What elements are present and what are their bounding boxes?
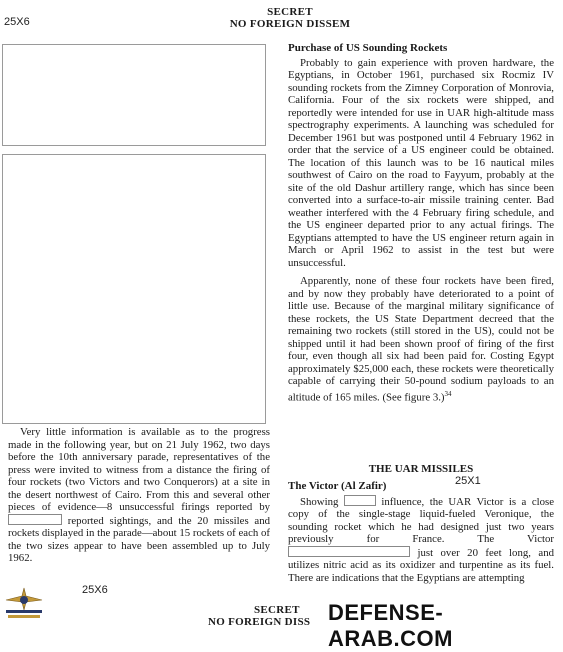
section-title: Purchase of US Sounding Rockets bbox=[288, 42, 448, 54]
classification-header bbox=[190, 6, 390, 30]
redacted-image-box-1 bbox=[2, 44, 266, 146]
bottom-code: 25X6 bbox=[82, 584, 108, 596]
left-paragraph bbox=[8, 426, 270, 565]
victor-section bbox=[288, 480, 554, 584]
classification-footer bbox=[208, 604, 328, 628]
forum-logo-icon bbox=[2, 586, 46, 622]
missiles-heading: THE UAR MISSILES bbox=[368, 463, 474, 475]
victor-paragraph-start: Showing bbox=[300, 495, 339, 508]
classification-line-2: NO FOREIGN DISSEM bbox=[229, 18, 351, 30]
victor-title: The Victor (Al Zafir) bbox=[288, 480, 387, 492]
paragraph-1: Probably to gain experience with proven hardware, the Egyptians, in October 1961, purchased six Rocmiz IV sounding rockets from the Zimney Corporation of Monrovia, California. Four of the six rockets were shipped, and reportedly were intended for use in UAR high-altitude mass spectrography experiments. A launching was scheduled for December 1961 but was postponed until 4 February 1962 in order that the service of a US engineer could be obtained. The location of this launch was to be 16 nautical miles southwest of Cairo on the road to Fayyum, probably at the site of the old Dashur artillery range, which has since been converted into a surface-to-air missile training center. Bad weather interfered with the 4 February firing schedule, and the US engineer departed prior to any actual firings. The Egyptians attempted to have the US engineer return again in March or April 1962 to assist in the test but were unsuccessful. bbox=[288, 56, 554, 269]
redaction-box bbox=[344, 495, 376, 506]
paragraph-2 bbox=[288, 275, 554, 404]
redaction-box bbox=[8, 514, 62, 525]
redacted-image-box-2 bbox=[2, 154, 266, 424]
footnote-ref: 34 bbox=[444, 389, 452, 398]
redaction-box bbox=[288, 546, 410, 557]
footer-line-1: SECRET bbox=[254, 604, 300, 616]
header-code: 25X6 bbox=[4, 16, 30, 28]
classification-line-1: SECRET bbox=[267, 6, 313, 18]
victor-paragraph-mid: influence, the UAR Victor is a close copy of the single-stage liquid-fueled Veronique, the sounding rocket which he had designed just two years previously for France. The Victor bbox=[288, 495, 555, 545]
right-column-text bbox=[288, 42, 554, 404]
paragraph-2-text: Apparently, none of these four rockets have been fired, and by now they probably have deteriorated to a point of little use. Because of the marginal military significance of these rockets, the US State Department decreed that the remaining two rockets (still stored in the US), could not be shipped until it had been shown proof of firing of the first four, even though all six had been paid for. Costing Egypt approximately $25,000 each, these rockets were theoretically capable of carrying their 50-pound sodium payloads to an altitude of 165 miles. (See figure 3.) bbox=[288, 275, 554, 404]
left-paragraph-start: Very little information is available as to the progress made in the following year, but on 21 July 1962, two days before the 10th anniversary parade, representatives of the press were invited to witness from a distance the firing of four rockets (two Victors and two Conquerors) at a site in the desert northwest of Cairo. From this and several other pieces of evidence—8 unsuccessful firings reported by bbox=[8, 426, 270, 513]
left-column-text bbox=[8, 426, 270, 565]
victor-paragraph-end: just over 20 feet long, and utilizes nitric acid as its oxidizer and turpentine as its fuel. There are indications that the Egyptians are attempting bbox=[288, 546, 554, 584]
footer-line-2: NO FOREIGN DISS bbox=[208, 616, 311, 628]
watermark: DEFENSE-ARAB.COM bbox=[328, 600, 453, 651]
victor-paragraph bbox=[288, 495, 554, 585]
left-paragraph-end: reported sightings, and the 20 missiles and rockets displayed in the parade—about 15 rockets of each of the two sizes appear to have been assembled up to July 1962. bbox=[8, 514, 271, 564]
victor-code: 25X1 bbox=[455, 475, 481, 487]
